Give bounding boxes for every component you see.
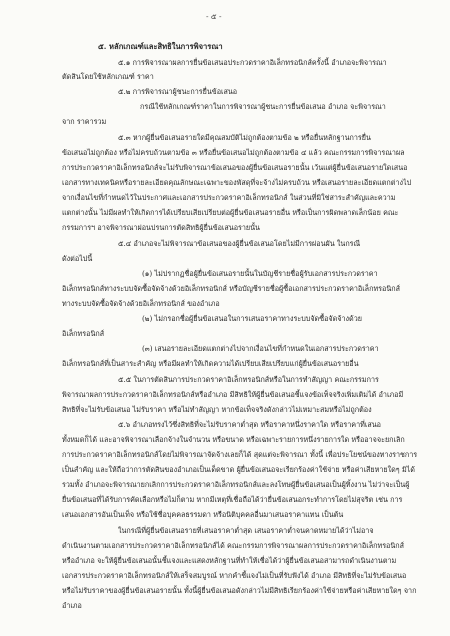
text-line: จาก ราคารวม [62,117,107,126]
text-line: อิเล็กทรอนิกส์ที่เป็นสาระสำคัญ หรือมีผลทำให้เกิดความได้เปรียบเสียเปรียบแก่ผู้ยื่นข้อเสนอรายอื่น [62,359,359,368]
text-line: การประกวดราคาอิเล็กทรอนิกส์โดยไม่พิจารณาจัดจ้างเลยก็ได้ สุดแต่จะพิจารณา ทั้งนี้ เพื่อประโยชน์ของทางราชการ [62,450,418,459]
text-line: อิเล็กทรอนิกส์ทางระบบจัดซื้อจัดจ้างด้วยอิเล็กทรอนิกส์ หรือบัญชีรายชื่อผู้ซื้อเอกสารประกวดราคาอิเล็กทรอนิกส์ [62,284,401,293]
text-line: ข้อเสนอไม่ถูกต้อง หรือไม่ครบถ้วนตามข้อ ๓ หรือยื่นข้อเสนอไม่ถูกต้องตามข้อ ๔ แล้ว คณะกรรมการพิจารณาผล [62,148,405,157]
text-line: เสนอเอกสารอันเป็นเท็จ หรือใช้ชื่อบุคคลธรรมดา หรือนิติบุคคลอื่นมาเสนอราคาแทน เป็นต้น [62,510,344,519]
text-line: ๕.๓ หากผู้ยื่นข้อเสนอรายใดมีคุณสมบัติไม่ถูกต้องตามข้อ ๒ หรือยื่นหลักฐานการยื่น [118,133,371,142]
text-line: ดังต่อไปนี้ [62,254,93,263]
text-line: รวมทั้ง อำเภอจะพิจารณายกเลิกการประกวดราคาอิเล็กทรอนิกส์และลงโทษผู้ยื่นข้อเสนอเป็นผู้ทิ้งงาน ไม่ว่าจะเป็นผู้ [62,480,410,489]
text-line: ๕.๖ อำเภอทรงไว้ซึ่งสิทธิที่จะไม่รับราคาต่ำสุด หรือราคาหนึ่งราคาใด หรือราคาที่เสนอ [118,420,381,429]
text-line: แตกต่างนั้น ไม่มีผลทำให้เกิดการได้เปรียบเสียเปรียบต่อผู้ยื่นข้อเสนอรายอื่น หรือเป็นการผิดพลาดเล็กน้อย คณะ [62,208,399,217]
text-line: ดำเนินงานตามเอกสารประกวดราคาอิเล็กทรอนิกส์ได้ คณะกรรมการพิจารณาผลการประกวดราคาอิเล็กทรอนิกส์ [62,541,405,550]
text-line: ยื่นข้อเสนอที่ได้รับการคัดเลือกหรือไม่ก็ตาม หากมีเหตุที่เชื่อถือได้ว่ายื่นข้อเสนอกระทำการโดยไม่สุจริต เช่น การ [62,495,403,504]
text-line: ทางระบบจัดซื้อจัดจ้างด้วยอิเล็กทรอนิกส์ ของอำเภอ [62,299,220,308]
text-line: ๕.๔ อำเภอจะไม่พิจารณาข้อเสนอของผู้ยื่นข้อเสนอโดยไม่มีการผ่อนผัน ในกรณี [118,239,361,248]
text-line: ๕.๒ การพิจารณาผู้ชนะการยื่นข้อเสนอ [118,87,238,96]
text-line: หรืออำเภอ จะให้ผู้ยื่นข้อเสนอนั้นชี้แจงและแสดงหลักฐานที่ทำให้เชื่อได้ว่าผู้ยื่นข้อเสนอสามารถดำเนินงานตาม [62,556,397,565]
text-line: ๕.๑ การพิจารณาผลการยื่นข้อเสนอประกวดราคาอิเล็กทรอนิกส์ครั้งนี้ อำเภอจะพิจารณา [118,58,387,67]
text-line: ๕.๕ ในการตัดสินการประกวดราคาอิเล็กทรอนิกส์หรือในการทำสัญญา คณะกรรมการ [118,375,379,384]
text-line: อำเภอ [62,601,82,610]
text-line: พิจารณาผลการประกวดราคาอิเล็กทรอนิกส์หรืออำเภอ มีสิทธิให้ผู้ยื่นข้อเสนอชี้แจงข้อเท็จจริงเพิ่มเติมได้ อำเภอมี [62,390,404,399]
text-line: เอกสารประกวดราคาอิเล็กทรอนิกส์ให้เสร็จสมบูรณ์ หากคำชี้แจงไม่เป็นที่รับฟังได้ อำเภอ มีสิทธิที่จะไม่รับข้อเสนอ [62,571,407,580]
text-line: เป็นสำคัญ และให้ถือว่าการตัดสินของอำเภอเป็นเด็ดขาด ผู้ยื่นข้อเสนอจะเรียกร้องค่าใช้จ่าย หรือค่าเสียหายใดๆ มิได้ [62,465,415,474]
text-line: อิเล็กทรอนิกส์ [62,329,105,338]
text-line: สิทธิที่จะไม่รับข้อเสนอ ไม่รับราคา หรือไม่ทำสัญญา หากข้อเท็จจริงดังกล่าวไม่เหมาะสมหรือไม่ถูกต้อง [62,405,372,414]
text-line: (๒) ไม่กรอกชื่อผู้ยื่นข้อเสนอในการเสนอราคาทางระบบจัดซื้อจัดจ้างด้วย [142,314,362,323]
text-line: จากเงื่อนไขที่กำหนดไว้ในประกาศและเอกสารประกวดราคาอิเล็กทรอนิกส์ ในส่วนที่มิใช่สาระสำคัญและความ [62,193,396,202]
text-line: กรรมการฯ อาจพิจารณาผ่อนปรนการตัดสิทธิผู้ยื่นข้อเสนอรายนั้น [62,223,260,232]
section-heading: ๕. หลักเกณฑ์และสิทธิในการพิจารณา [98,42,223,51]
text-line: การประกวดราคาอิเล็กทรอนิกส์จะไม่รับพิจารณาข้อเสนอของผู้ยื่นข้อเสนอรายนั้น เว้นแต่ผู้ยื่นข้อเสนอรายใดเสนอ [62,163,408,172]
text-line: (๑) ไม่ปรากฏชื่อผู้ยื่นข้อเสนอรายนั้นในบัญชีรายชื่อผู้รับเอกสารประกวดราคา [142,269,378,278]
page-number: - ๕ - [206,12,222,21]
text-line: ตัดสินโดยใช้หลักเกณฑ์ ราคา [62,72,154,81]
text-line: ในกรณีที่ผู้ยื่นข้อเสนอรายที่เสนอราคาต่ำสุด เสนอราคาต่ำจนคาดหมายได้ว่าไม่อาจ [118,526,374,535]
text-line: (๓) เสนอรายละเอียดแตกต่างไปจากเงื่อนไขที่กำหนดในเอกสารประกวดราคา [142,344,379,353]
text-line: ทั้งหมดก็ได้ และอาจพิจารณาเลือกจ้างในจำนวน หรือขนาด หรือเฉพาะรายการหนึ่งรายการใด หรืออาจจะยกเลิก [62,435,405,444]
text-line: หรือไม่รับราคาของผู้ยื่นข้อเสนอรายนั้น ทั้งนี้ผู้ยื่นข้อเสนอดังกล่าวไม่มีสิทธิเรียกร้องค่าใช้จ่ายหรือค่าเสียหายใดๆ จาก [62,586,417,595]
text-line: เอกสารทางเทคนิคหรือรายละเอียดคุณลักษณะเฉพาะของพัสดุที่จะจ้างไม่ครบถ้วน หรือเสนอรายละเอียดแตกต่างไป [62,178,412,187]
text-line: กรณีใช้หลักเกณฑ์ราคาในการพิจารณาผู้ชนะการยื่นข้อเสนอ อำเภอ จะพิจารณา [140,102,386,111]
